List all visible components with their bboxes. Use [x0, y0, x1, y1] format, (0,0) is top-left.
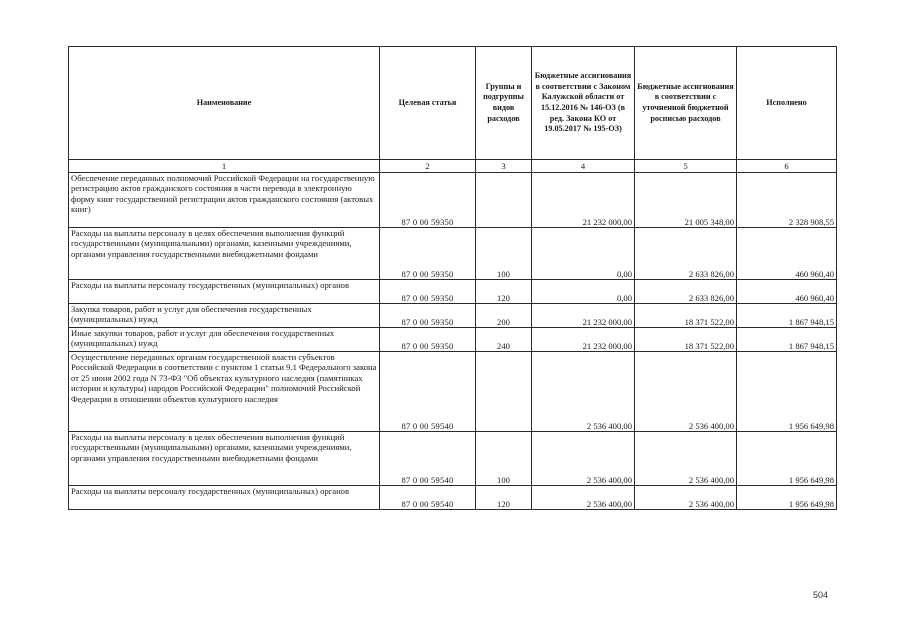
row-name: Расходы на выплаты персоналу в целях обеспечения выполнения функций государственными (муниципальными) органами, казенными учреждениями, органами управления государственными внебюджетными фондами — [69, 432, 380, 486]
row-name: Обеспечение переданных полномочий Российской Федерации на государственную регистрацию актов гражданского состояния в части перевода в электронную форму книг государственной регистрации актов гражданского состояния (актовых книг) — [69, 173, 380, 228]
row-expense-group — [476, 352, 532, 432]
row-executed-amount: 1 867 948,15 — [737, 328, 837, 352]
row-target-article: 87 0 00 59350 — [380, 228, 476, 280]
column-number: 5 — [635, 160, 737, 173]
row-approved-amount: 21 232 000,00 — [532, 328, 635, 352]
row-approved-amount: 2 536 400,00 — [532, 432, 635, 486]
table-row — [69, 352, 837, 432]
row-refined-amount: 2 536 400,00 — [635, 486, 737, 510]
row-expense-group: 100 — [476, 432, 532, 486]
row-name: Расходы на выплаты персоналу государственных (муниципальных) органов — [69, 280, 380, 304]
row-target-article: 87 0 00 59350 — [380, 328, 476, 352]
row-executed-amount: 1 956 649,98 — [737, 432, 837, 486]
table-row — [69, 304, 837, 328]
column-number: 4 — [532, 160, 635, 173]
budget-table — [68, 46, 837, 510]
row-expense-group — [476, 173, 532, 228]
table-body — [69, 173, 837, 510]
row-executed-amount: 1 956 649,98 — [737, 352, 837, 432]
row-refined-amount: 2 633 826,00 — [635, 228, 737, 280]
row-name: Иные закупки товаров, работ и услуг для обеспечения государственных (муниципальных) нужд — [69, 328, 380, 352]
table-row — [69, 280, 837, 304]
budget-sheet — [68, 46, 837, 510]
row-target-article: 87 0 00 59350 — [380, 280, 476, 304]
row-executed-amount: 460 960,40 — [737, 280, 837, 304]
table-row — [69, 228, 837, 280]
column-number: 3 — [476, 160, 532, 173]
row-approved-amount: 2 536 400,00 — [532, 352, 635, 432]
header-approved-allocations: Бюджетные ассигнования в соответствии с Законом Калужской области от 15.12.2016 № 146-ОЗ (в ред. Закона КО от 19.05.2017 № 195-ОЗ) — [532, 47, 635, 160]
page-number: 504 — [813, 590, 829, 600]
row-approved-amount: 0,00 — [532, 228, 635, 280]
column-number: 2 — [380, 160, 476, 173]
header-refined-allocations: Бюджетные ассигнования в соответствии с уточненной бюджетной росписью расходов — [635, 47, 737, 160]
row-expense-group: 100 — [476, 228, 532, 280]
row-expense-group: 120 — [476, 486, 532, 510]
row-approved-amount: 2 536 400,00 — [532, 486, 635, 510]
table-row — [69, 173, 837, 228]
row-approved-amount: 21 232 000,00 — [532, 173, 635, 228]
row-refined-amount: 2 633 826,00 — [635, 280, 737, 304]
row-executed-amount: 1 867 948,15 — [737, 304, 837, 328]
row-refined-amount: 21 005 348,00 — [635, 173, 737, 228]
row-refined-amount: 2 536 400,00 — [635, 432, 737, 486]
row-approved-amount: 21 232 000,00 — [532, 304, 635, 328]
row-approved-amount: 0,00 — [532, 280, 635, 304]
table-row — [69, 328, 837, 352]
row-target-article: 87 0 00 59540 — [380, 432, 476, 486]
row-name: Осуществление переданных органам государственной власти субъектов Российской Федерации в соответствии с пунктом 1 статьи 9.1 Федерального закона от 25 июня 2002 года N 73-ФЗ "Об объектах культурного наследия (памятниках истории и культуры) народов Российской Федерации" полномочий Российской Федерации в отношении объектов культурного наследия — [69, 352, 380, 432]
row-executed-amount: 1 956 649,98 — [737, 486, 837, 510]
row-executed-amount: 2 328 908,55 — [737, 173, 837, 228]
row-target-article: 87 0 00 59350 — [380, 173, 476, 228]
table-row — [69, 432, 837, 486]
row-expense-group: 120 — [476, 280, 532, 304]
column-number-row — [69, 160, 837, 173]
row-refined-amount: 18 371 522,00 — [635, 328, 737, 352]
column-number: 6 — [737, 160, 837, 173]
table-row — [69, 486, 837, 510]
header-expense-groups: Группы и подгруппы видов расходов — [476, 47, 532, 160]
header-name: Наименование — [69, 47, 380, 160]
row-expense-group: 200 — [476, 304, 532, 328]
header-row — [69, 47, 837, 160]
row-target-article: 87 0 00 59540 — [380, 352, 476, 432]
header-executed: Исполнено — [737, 47, 837, 160]
table-header — [69, 47, 837, 173]
row-expense-group: 240 — [476, 328, 532, 352]
row-name: Расходы на выплаты персоналу в целях обеспечения выполнения функций государственными (муниципальными) органами, казенными учреждениями, органами управления государственными внебюджетными фондами — [69, 228, 380, 280]
row-refined-amount: 18 371 522,00 — [635, 304, 737, 328]
row-target-article: 87 0 00 59540 — [380, 486, 476, 510]
header-target-article: Целевая статья — [380, 47, 476, 160]
row-name: Закупка товаров, работ и услуг для обеспечения государственных (муниципальных) нужд — [69, 304, 380, 328]
row-executed-amount: 460 960,40 — [737, 228, 837, 280]
column-number: 1 — [69, 160, 380, 173]
row-refined-amount: 2 536 400,00 — [635, 352, 737, 432]
row-name: Расходы на выплаты персоналу государственных (муниципальных) органов — [69, 486, 380, 510]
row-target-article: 87 0 00 59350 — [380, 304, 476, 328]
